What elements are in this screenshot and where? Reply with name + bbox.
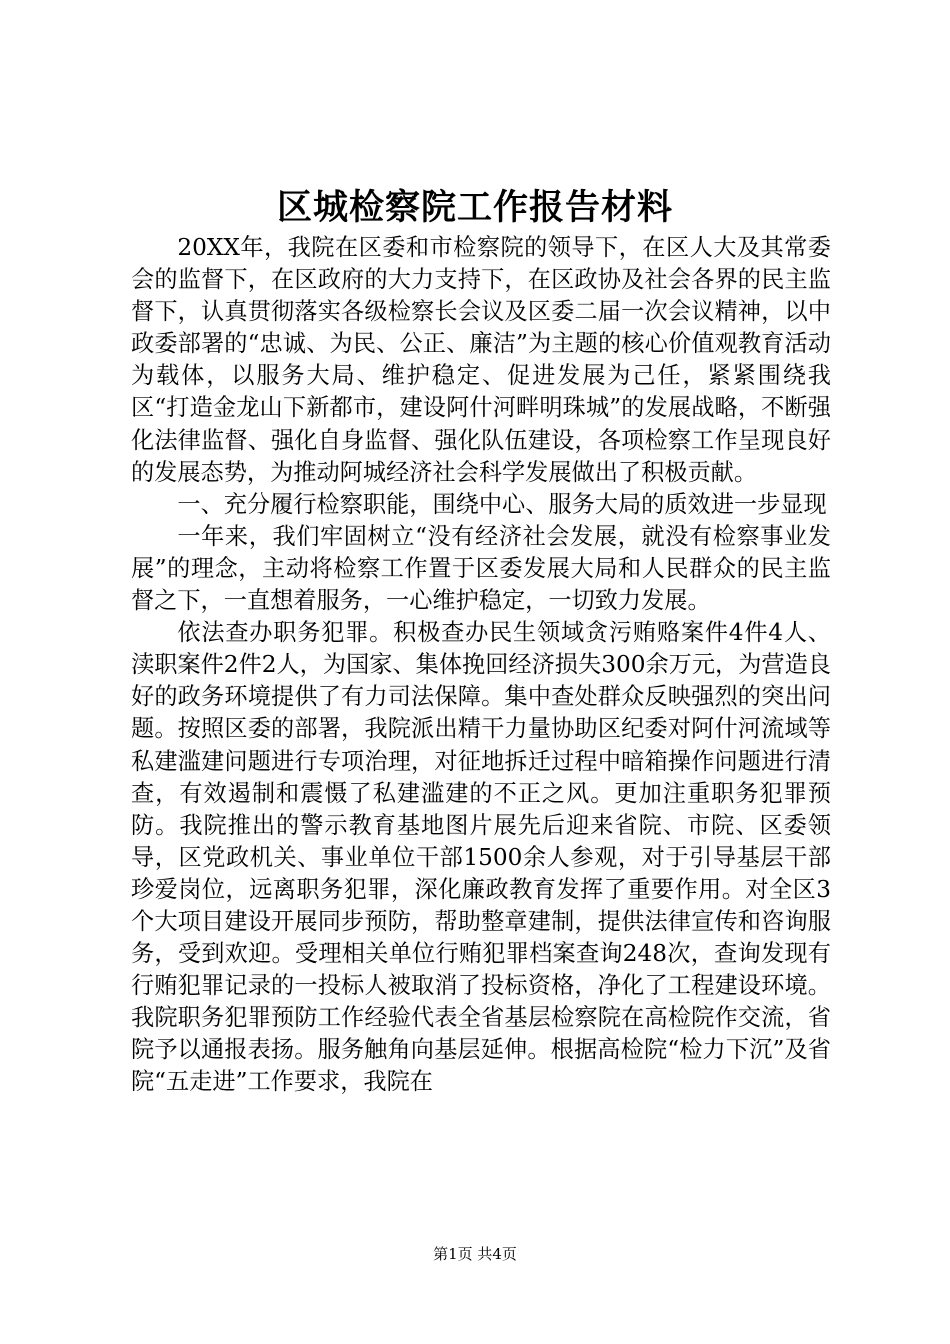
paragraph-overview: 一年来，我们牢固树立“没有经济社会发展，就没有检察事业发展”的理念，主动将检察工作置于区委发展大局和人民群众的民主监督之下，一直想着服务，一心维护稳定，一切致力发展。	[131, 522, 831, 615]
paragraph-intro: 20XX年，我院在区委和市检察院的领导下，在区人大及其常委会的监督下，在区政府的大力支持下，在区政协及社会各界的民主监督下，认真贯彻落实各级检察长会议及区委二届一次会议精神，以中政委部署的“忠诚、为民、公正、廉洁”为主题的核心价值观教育活动为载体，以服务大局、维护稳定、促进发展为己任，紧紧围绕我区“打造金龙山下新都市，建设阿什河畔明珠城”的发展战略，不断强化法律监督、强化自身监督、强化队伍建设，各项检察工作呈现良好的发展态势，为推动阿城经济社会科学发展做出了积极贡献。	[131, 234, 831, 486]
page-footer: 第1页 共4页	[433, 1245, 517, 1263]
paragraph-crime-investigation: 依法查办职务犯罪。积极查办民生领域贪污贿赂案件4件4人、渎职案件2件2人，为国家、集体挽回经济损失300余万元，为营造良好的政务环境提供了有力司法保障。集中查处群众反映强烈的突出问题。按照区委的部署，我院派出精干力量协助区纪委对阿什河流域等私建滥建问题进行专项治理，对征地拆迁过程中暗箱操作问题进行清查，有效遏制和震慑了私建滥建的不正之风。更加注重职务犯罪预防。我院推出的警示教育基地图片展先后迎来省院、市院、区委领导，区党政机关、事业单位干部1500余人参观，对于引导基层干部珍爱岗位，远离职务犯罪，深化廉政教育发挥了重要作用。对全区3个大项目建设开展同步预防，帮助整章建制，提供法律宣传和咨询服务，受到欢迎。受理相关单位行贿犯罪档案查询248次，查询发现有行贿犯罪记录的一投标人被取消了投标资格，净化了工程建设环境。我院职务犯罪预防工作经验代表全省基层检察院在高检院作交流，省院予以通报表扬。服务触角向基层延伸。根据高检院“检力下沉”及省院“五走进”工作要求，我院在	[131, 619, 831, 1096]
document-body	[131, 232, 831, 1099]
section-heading-1: 一、充分履行检察职能，围绕中心、服务大局的质效进一步显现	[177, 490, 827, 518]
document-title: 区城检察院工作报告材料	[276, 187, 673, 228]
